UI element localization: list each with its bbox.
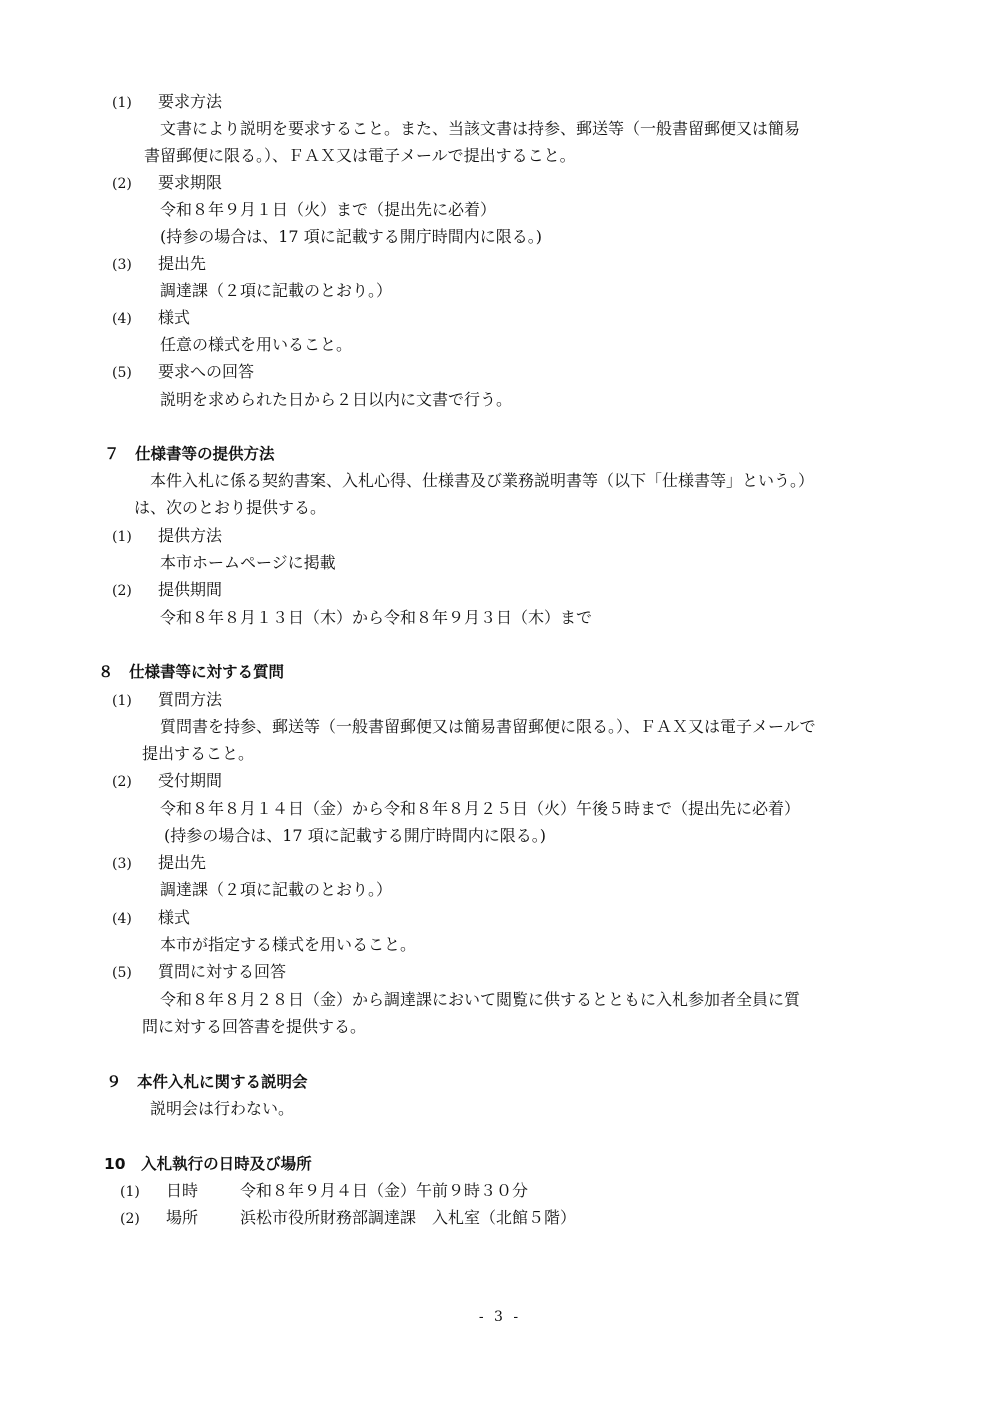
sec8-item4-text: 本市が指定する様式を用いること。 xyxy=(160,935,417,954)
sec8-item5-text-line1: 令和８年８月２８日（金）から調達課において閲覧に供するとともに入札参加者全員に質 xyxy=(160,990,801,1009)
sec6-item2-text-line1: 令和８年９月１日（火）まで（提出先に必着） xyxy=(160,200,497,219)
sec9-body: 説明会は行わない。 xyxy=(150,1099,295,1118)
sec8-item2-heading: (2) 受付期間 xyxy=(112,771,223,790)
sec6-item5-heading: (5) 要求への回答 xyxy=(112,362,255,381)
sec10-item1: (1) 日時 令和８年９月４日（金）午前９時３０分 xyxy=(120,1179,528,1204)
sec8-item1-heading: (1) 質問方法 xyxy=(112,690,223,709)
sec8-item1-text-line1: 質問書を持参、郵送等（一般書留郵便又は簡易書留郵便に限る。）、ＦＡＸ又は電子メールで xyxy=(160,717,816,736)
sec8-item3-text: 調達課（２項に記載のとおり。） xyxy=(160,880,393,899)
sec8-item3-heading: (3) 提出先 xyxy=(112,853,207,872)
sec8-item4-heading: (4) 様式 xyxy=(112,908,191,927)
sec10-item2-label: 場所 xyxy=(166,1208,199,1227)
sec7-heading: ７ 仕様書等の提供方法 xyxy=(104,445,275,463)
sec7-item1-text: 本市ホームページに掲載 xyxy=(160,553,336,572)
sec7-intro-line2: は、次のとおり提供する。 xyxy=(134,498,327,517)
sec6-item4-text: 任意の様式を用いること。 xyxy=(160,335,353,354)
sec7-intro-line1: 本件入札に係る契約書案、入札心得、仕様書及び業務説明書等（以下「仕様書等」という。） xyxy=(150,471,815,490)
sec8-item1-text-line2: 提出すること。 xyxy=(142,744,255,763)
sec10-item1-label: 日時 xyxy=(166,1181,199,1200)
sec10-heading: 10 入札執行の日時及び場所 xyxy=(104,1155,312,1173)
sec8-item5-heading: (5) 質問に対する回答 xyxy=(112,962,287,981)
sec8-item5-text-line2: 問に対する回答書を提供する。 xyxy=(142,1017,367,1036)
sec6-item1-text-line2: 書留郵便に限る。）、ＦＡＸ又は電子メールで提出すること。 xyxy=(144,146,576,165)
sec6-item2-heading: (2) 要求期限 xyxy=(112,173,223,192)
sec8-item2-text-line2: (持参の場合は、17 項に記載する開庁時間内に限る。) xyxy=(164,826,546,845)
sec7-item1-heading: (1) 提供方法 xyxy=(112,526,223,545)
sec6-item1-text-line1: 文書により説明を要求すること。また、当該文書は持参、郵送等（一般書留郵便又は簡易 xyxy=(160,119,801,138)
page-number: - 3 - xyxy=(478,1309,522,1325)
sec6-item4-heading: (4) 様式 xyxy=(112,308,191,327)
sec6-item5-text: 説明を求められた日から２日以内に文書で行う。 xyxy=(160,390,513,409)
sec6-item1-heading: (1) 要求方法 xyxy=(112,92,223,111)
sec8-item2-text-line1: 令和８年８月１４日（金）から令和８年８月２５日（火）午後５時まで（提出先に必着） xyxy=(160,799,801,818)
sec6-item3-heading: (3) 提出先 xyxy=(112,254,207,273)
sec8-heading: ８ 仕様書等に対する質問 xyxy=(98,663,285,681)
sec10-item2-value: 浜松市役所財務部調達課 入札室（北館５階） xyxy=(240,1208,577,1227)
sec10-item2: (2) 場所 浜松市役所財務部調達課 入札室（北館５階） xyxy=(120,1206,576,1231)
sec7-item2-text: 令和８年８月１３日（木）から令和８年９月３日（木）まで xyxy=(160,608,593,627)
sec7-item2-heading: (2) 提供期間 xyxy=(112,580,223,599)
sec6-item2-text-line2: (持参の場合は、17 項に記載する開庁時間内に限る。) xyxy=(160,227,542,246)
sec6-item3-text: 調達課（２項に記載のとおり。） xyxy=(160,281,393,300)
sec9-heading: ９ 本件入札に関する説明会 xyxy=(106,1073,308,1091)
sec10-item1-value: 令和８年９月４日（金）午前９時３０分 xyxy=(240,1181,529,1200)
